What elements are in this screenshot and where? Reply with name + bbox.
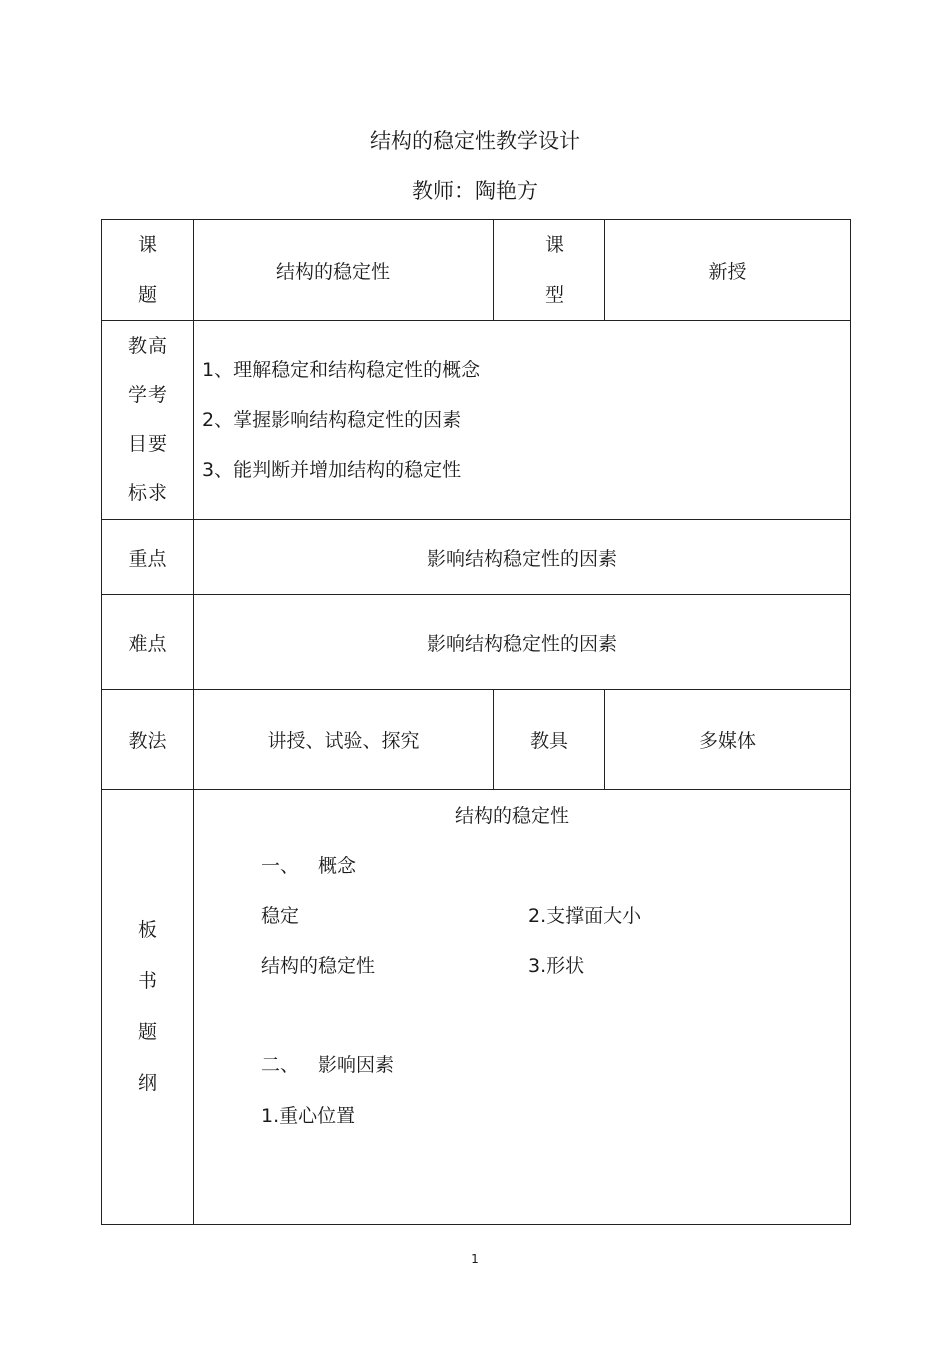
section1-title: 概念: [318, 855, 357, 877]
factor-support-area: 2.支撑面大小: [528, 905, 642, 927]
section2-number: 二、: [261, 1054, 300, 1076]
factor-shape: 3.形状: [528, 955, 585, 977]
type-value-cell: [605, 220, 851, 321]
method-value: 讲授、试验、探究: [194, 690, 494, 790]
goals-list: [194, 321, 850, 495]
method-label: 教法: [102, 690, 194, 790]
goals-label-char: 教: [127, 335, 147, 357]
method-row: [102, 690, 851, 790]
topic-value: 结构的稳定性: [276, 260, 391, 283]
difficulty-row: [102, 595, 851, 690]
key-point-value: 影响结构稳定性的因素: [194, 520, 851, 595]
board-label-char: 书: [137, 970, 157, 992]
goals-label-char: 目: [127, 433, 147, 455]
type-label-char-2: 型: [545, 284, 565, 306]
difficulty-label: 难点: [102, 595, 194, 690]
goal-item-3: 3、能判断并增加结构的稳定性: [202, 459, 462, 481]
lesson-plan-table: [101, 219, 851, 1225]
board-label-char: 纲: [137, 1072, 157, 1094]
difficulty-value: 影响结构稳定性的因素: [194, 595, 851, 690]
type-label-char-1: 课: [545, 234, 565, 256]
page-number: 1: [471, 1252, 479, 1266]
item-stable: 稳定: [261, 905, 300, 927]
goals-label: [102, 322, 193, 518]
topic-value-cell: [194, 220, 494, 321]
board-label-char: 板: [137, 919, 157, 941]
goals-label-char: 考: [147, 384, 167, 406]
board-label-char: 题: [137, 1021, 157, 1043]
tools-value: 多媒体: [605, 690, 851, 790]
board-outline: [194, 790, 850, 1224]
board-label: [102, 905, 193, 1109]
goals-label-char: 高: [147, 335, 167, 357]
goals-label-char: 求: [147, 482, 167, 504]
goals-label-char: 要: [147, 433, 167, 455]
goals-label-char: 学: [127, 384, 147, 406]
key-point-row: [102, 520, 851, 595]
type-label-cell: [494, 220, 605, 321]
goal-item-2: 2、掌握影响结构稳定性的因素: [202, 409, 462, 431]
goals-row: [102, 321, 851, 520]
section1-number: 一、: [261, 855, 300, 877]
board-row: [102, 790, 851, 1225]
goals-content-cell: [194, 321, 851, 520]
factor-center-of-gravity: 1.重心位置: [261, 1105, 356, 1127]
topic-label-char-1: 课: [137, 234, 157, 256]
document-title: 结构的稳定性教学设计: [370, 129, 580, 153]
teacher-line: 教师：陶艳方: [412, 179, 538, 203]
item-structure-stability: 结构的稳定性: [261, 955, 376, 977]
goal-item-1: 1、理解稳定和结构稳定性的概念: [202, 359, 481, 381]
topic-label-char-2: 题: [137, 284, 157, 306]
tools-label: 教具: [494, 690, 605, 790]
key-point-label: 重点: [102, 520, 194, 595]
type-value: 新授: [708, 260, 747, 283]
topic-row: [102, 220, 851, 321]
board-label-cell: [102, 790, 194, 1225]
topic-label-cell: [102, 220, 194, 321]
section2-title: 影响因素: [318, 1054, 395, 1076]
goals-label-cell: [102, 321, 194, 520]
board-content-cell: [194, 790, 851, 1225]
board-heading: 结构的稳定性: [455, 805, 570, 827]
goals-label-char: 标: [127, 482, 147, 504]
